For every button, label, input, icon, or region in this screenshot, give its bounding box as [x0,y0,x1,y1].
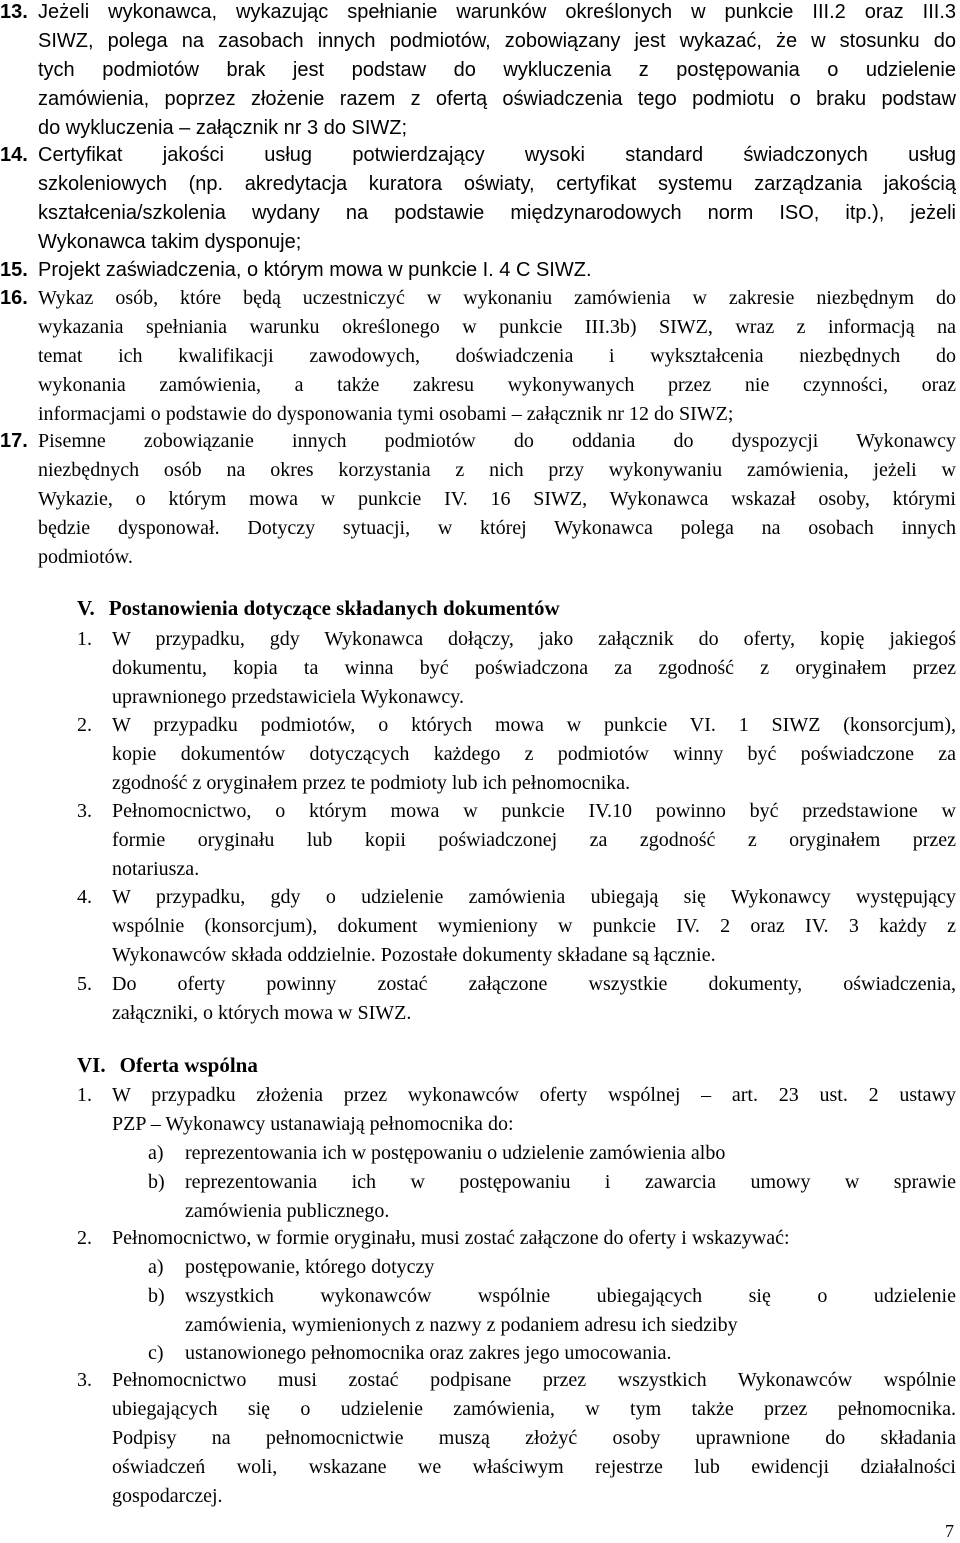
text-line: Do oferty powinny zostać załączone wszystkie dokumenty, oświadczenia, [112,973,956,995]
item-number: 3. [77,1369,92,1391]
text-line: ustanowionego pełnomocnika oraz zakres jego umocowania. [185,1342,672,1364]
text-line: ubiegających się o udzielenie zamówienia, w tym także przez pełnomocnika. [112,1398,956,1420]
text-line: niezbędnych osób na okres korzystania z nich przy wykonywaniu zamówienia, jeżeli w [38,459,956,481]
text-line: załączniki, o których mowa w SIWZ. [112,1002,412,1024]
text-line: Podpisy na pełnomocnictwie muszą złożyć osoby uprawnione do składania [112,1427,956,1449]
text-line: notariusza. [112,858,200,880]
text-line: PZP – Wykonawcy ustanawiają pełnomocnika do: [112,1113,514,1135]
text-line: W przypadku, gdy o udzielenie zamówienia ubiegają się Wykonawcy występujący [112,886,956,908]
section-v-heading [77,596,560,621]
text-line: do wykluczenia – załącznik nr 3 do SIWZ; [38,117,408,139]
item-number: 1. [77,1084,92,1106]
text-line: wykazania spełniania warunku określonego w punkcie III.3b) SIWZ, wraz z informacją na [38,316,956,338]
text-line: formie oryginału lub kopii poświadczonej za zgodność z oryginałem przez [112,829,956,851]
text-line: Pełnomocnictwo, o którym mowa w punkcie IV.10 powinno być przedstawione w [112,800,956,822]
item-number: 3. [77,800,92,822]
text-line: wszystkich wykonawców wspólnie ubiegających się o udzielenie [185,1285,956,1307]
text-line: wspólnie (konsorcjum), dokument wymieniony w punkcie IV. 2 oraz IV. 3 każdy z [112,915,956,937]
text-line: będzie dysponował. Dotyczy sytuacji, w której Wykonawca polega na osobach innych [38,517,956,539]
text-line: Pełnomocnictwo, w formie oryginału, musi zostać załączone do oferty i wskazywać: [112,1227,790,1249]
text-line: W przypadku, gdy Wykonawca dołączy, jako załącznik do oferty, kopię jakiegoś [112,628,956,650]
text-line: kopie dokumentów dotyczących każdego z podmiotów winny być poświadczone za [112,743,956,765]
text-line: SIWZ, polega na zasobach innych podmiotów, zobowiązany jest wykazać, że w stosunku do [38,30,956,52]
text-line: informacjami o podstawie do dysponowania tymi osobami – załącznik nr 12 do SIWZ; [38,403,734,425]
sub-item-letter: c) [148,1342,164,1364]
text-line: kształcenia/szkolenia wydany na podstawie międzynarodowych norm ISO, itp.), jeżeli [38,202,956,224]
page-number: 7 [945,1521,954,1541]
text-line: Wykonawca takim dysponuje; [38,231,302,253]
text-line: zamówienia publicznego. [185,1200,390,1222]
text-line: podmiotów. [38,546,133,568]
text-line: Wykonawców składa oddzielnie. Pozostałe dokumenty składane są łącznie. [112,944,716,966]
sub-item-letter: a) [148,1142,164,1164]
item-number: 16. [0,287,28,309]
text-line: szkoleniowych (np. akredytacja kuratora oświaty, certyfikat systemu zarządzania jakością [38,173,956,195]
item-number: 15. [0,259,28,281]
text-line: Projekt zaświadczenia, o którym mowa w punkcie I. 4 C SIWZ. [38,259,592,281]
sub-item-letter: b) [148,1285,165,1307]
text-line: postępowanie, którego dotyczy [185,1256,435,1278]
sub-item-letter: a) [148,1256,164,1278]
text-line: oświadczeń woli, wskazane we właściwym rejestrze lub ewidencji działalności [112,1456,956,1478]
section-title: Oferta wspólna [119,1053,258,1077]
text-line: tych podmiotów brak jest podstaw do wykluczenia z postępowania o udzielenie [38,59,956,81]
text-line: Pisemne zobowiązanie innych podmiotów do oddania do dyspozycji Wykonawcy [38,430,956,452]
text-line: Wykazie, o którym mowa w punkcie IV. 16 SIWZ, Wykonawca wskazał osoby, którymi [38,488,956,510]
section-vi-heading [77,1053,258,1078]
text-line: W przypadku złożenia przez wykonawców oferty wspólnej – art. 23 ust. 2 ustawy [112,1084,956,1106]
text-line: gospodarczej. [112,1485,223,1507]
item-number: 5. [77,973,92,995]
text-line: wykonania zamówienia, a także zakresu wykonywanych przez nie czynności, oraz [38,374,956,396]
text-line: Jeżeli wykonawca, wykazując spełnianie warunków określonych w punkcie III.2 oraz III.3 [38,1,956,23]
item-number: 14. [0,144,28,166]
section-number: VI. [77,1053,106,1077]
text-line: temat ich kwalifikacji zawodowych, doświadczenia i wykształcenia niezbędnych do [38,345,956,367]
sub-item-letter: b) [148,1171,165,1193]
item-number: 1. [77,628,92,650]
text-line: Certyfikat jakości usług potwierdzający wysoki standard świadczonych usług [38,144,956,166]
text-line: dokumentu, kopia ta winna być poświadczona za zgodność z oryginałem przez [112,657,956,679]
item-number: 13. [0,1,28,23]
text-line: Pełnomocnictwo musi zostać podpisane przez wszystkich Wykonawców wspólnie [112,1369,956,1391]
text-line: reprezentowania ich w postępowaniu i zawarcia umowy w sprawie [185,1171,956,1193]
text-line: zamówienia, wymienionych z nazwy z podaniem adresu ich siedziby [185,1314,738,1336]
item-number: 4. [77,886,92,908]
text-line: zamówienia, poprzez złożenie razem z ofertą oświadczenia tego podmiotu o braku podstaw [38,88,956,110]
text-line: W przypadku podmiotów, o których mowa w punkcie VI. 1 SIWZ (konsorcjum), [112,714,956,736]
section-number: V. [77,596,95,620]
text-line: Wykaz osób, które będą uczestniczyć w wykonaniu zamówienia w zakresie niezbędnym do [38,287,956,309]
item-number: 17. [0,430,28,452]
section-title: Postanowienia dotyczące składanych dokumentów [108,596,560,620]
item-number: 2. [77,1227,92,1249]
text-line: reprezentowania ich w postępowaniu o udzielenie zamówienia albo [185,1142,726,1164]
text-line: uprawnionego przedstawiciela Wykonawcy. [112,686,465,708]
item-number: 2. [77,714,92,736]
text-line: zgodność z oryginałem przez te podmioty lub ich pełnomocnika. [112,772,631,794]
